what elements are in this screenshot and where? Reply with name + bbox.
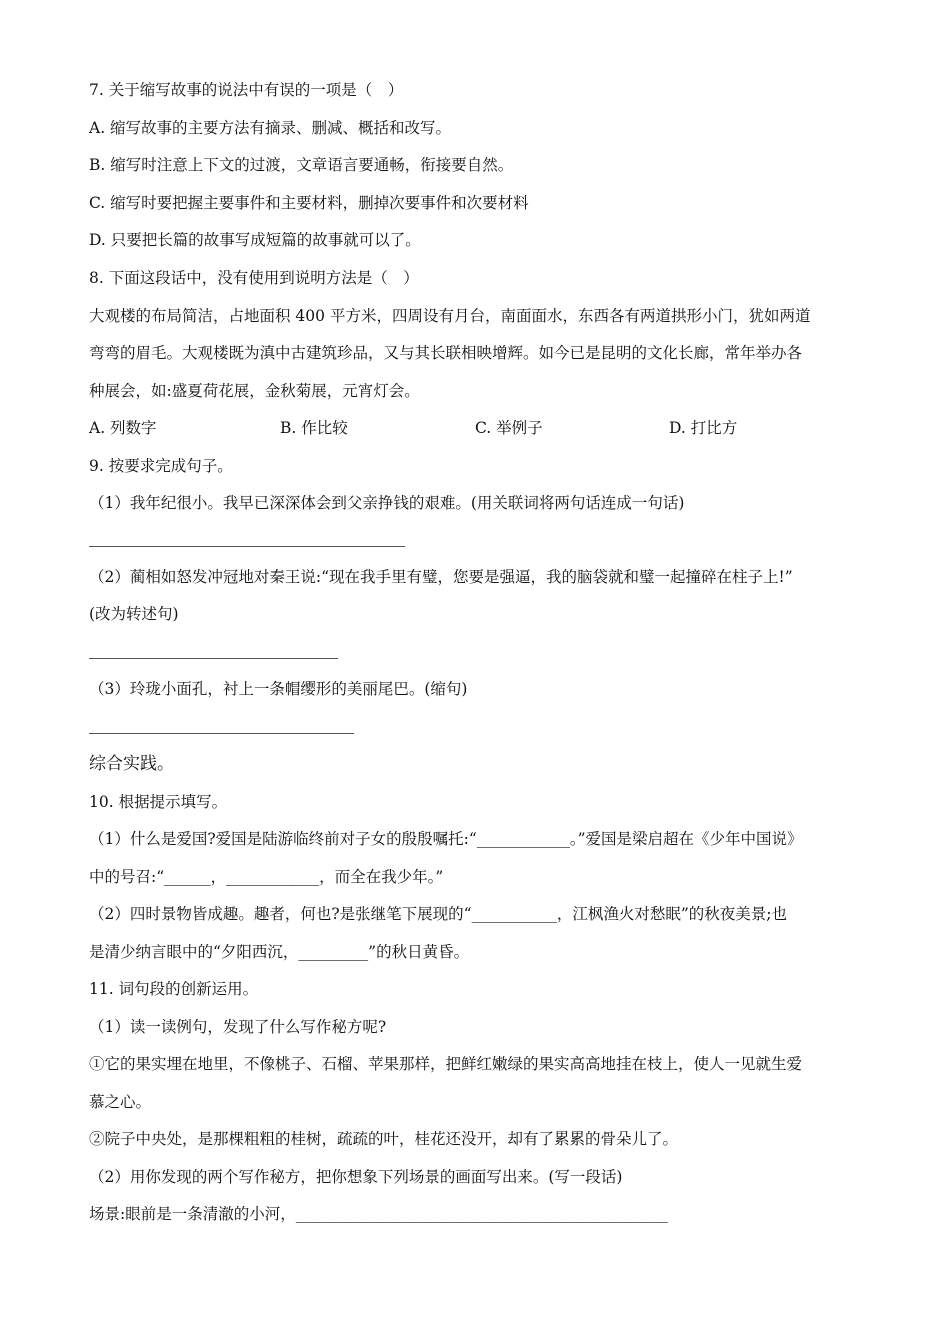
q9-answer-line-2[interactable] bbox=[89, 658, 338, 659]
q11-example-1-line-1: ①它的果实埋在地里，不像桃子、石榴、苹果那样，把鲜红嫩绿的果实高高地挂在枝上，使人一见就生爱 bbox=[89, 1055, 803, 1073]
q10-sub-2-line-2[interactable]: 是清少纳言眼中的“夕阳西沉，_________”的秋日黄昏。 bbox=[89, 943, 470, 961]
q9-stem: 9. 按要求完成句子。 bbox=[89, 457, 233, 475]
q11-example-2: ②院子中央处，是那棵粗粗的桂树，疏疏的叶，桂花还没开，却有了累累的骨朵儿了。 bbox=[89, 1130, 679, 1148]
q11-sub-1: （1）读一读例句，发现了什么写作秘方呢? bbox=[89, 1018, 387, 1036]
q7-stem: 7. 关于缩写故事的说法中有误的一项是（ ） bbox=[89, 81, 404, 99]
q11-example-1-line-2: 慕之心。 bbox=[89, 1093, 152, 1111]
q11-scene[interactable]: 场景:眼前是一条清澈的小河，________________________________________________ bbox=[89, 1205, 668, 1223]
q10-stem: 10. 根据提示填写。 bbox=[89, 793, 228, 811]
q8-passage-line-3: 种展会，如:盛夏荷花展，金秋菊展，元宵灯会。 bbox=[89, 382, 420, 400]
q8-stem: 8. 下面这段话中，没有使用到说明方法是（ ） bbox=[89, 269, 419, 287]
q8-option-a: A. 列数字 bbox=[89, 419, 157, 437]
q9-answer-line-3[interactable] bbox=[89, 733, 354, 734]
q11-sub-2: （2）用你发现的两个写作秘方，把你想象下列场景的画面写出来。(写一段话) bbox=[89, 1168, 623, 1186]
q9-answer-line-1[interactable] bbox=[89, 546, 405, 547]
q7-option-b: B. 缩写时注意上下文的过渡，文章语言要通畅，衔接要自然。 bbox=[89, 156, 514, 174]
q9-sub-2-line-2: (改为转述句) bbox=[89, 605, 179, 623]
q9-sub-3: （3）玲珑小面孔，衬上一条帽缨形的美丽尾巴。(缩句) bbox=[89, 680, 468, 698]
q10-sub-1-line-2[interactable]: 中的号召:“______，____________，而全在我少年。” bbox=[89, 868, 444, 886]
q8-passage-line-2: 弯弯的眉毛。大观楼既为滇中古建筑珍品，又与其长联相映增辉。如今已是昆明的文化长廊，常年举办各 bbox=[89, 344, 803, 362]
q7-option-d: D. 只要把长篇的故事写成短篇的故事就可以了。 bbox=[89, 231, 421, 249]
q10-sub-1-line-1[interactable]: （1）什么是爱国?爱国是陆游临终前对子女的殷殷嘱托:“____________。”爱国是梁启超在《少年中国说》 bbox=[89, 830, 803, 848]
q8-option-b: B. 作比较 bbox=[280, 419, 348, 437]
q8-option-d: D. 打比方 bbox=[669, 419, 738, 437]
q8-option-c: C. 举例子 bbox=[475, 419, 543, 437]
q10-sub-2-line-1[interactable]: （2）四时景物皆成趣。趣者，何也?是张继笔下展现的“___________，江枫渔火对愁眠”的秋夜美景;也 bbox=[89, 905, 787, 923]
q8-passage-line-1: 大观楼的布局简洁，占地面积 400 平方米，四周设有月台，南面面水，东西各有两道拱形小门，犹如两道 bbox=[89, 307, 811, 325]
q9-sub-1: （1）我年纪很小。我早已深深体会到父亲挣钱的艰难。(用关联词将两句话连成一句话) bbox=[89, 494, 685, 512]
q9-sub-2-line-1: （2）蔺相如怒发冲冠地对秦王说:“现在我手里有璧，您要是强逼，我的脑袋就和璧一起撞碎在柱子上!” bbox=[89, 568, 793, 586]
q7-option-c: C. 缩写时要把握主要事件和主要材料，删掉次要事件和次要材料 bbox=[89, 194, 529, 212]
q11-stem: 11. 词句段的创新运用。 bbox=[89, 980, 259, 998]
q7-option-a: A. 缩写故事的主要方法有摘录、删减、概括和改写。 bbox=[89, 119, 452, 137]
section-title: 综合实践。 bbox=[89, 754, 174, 774]
